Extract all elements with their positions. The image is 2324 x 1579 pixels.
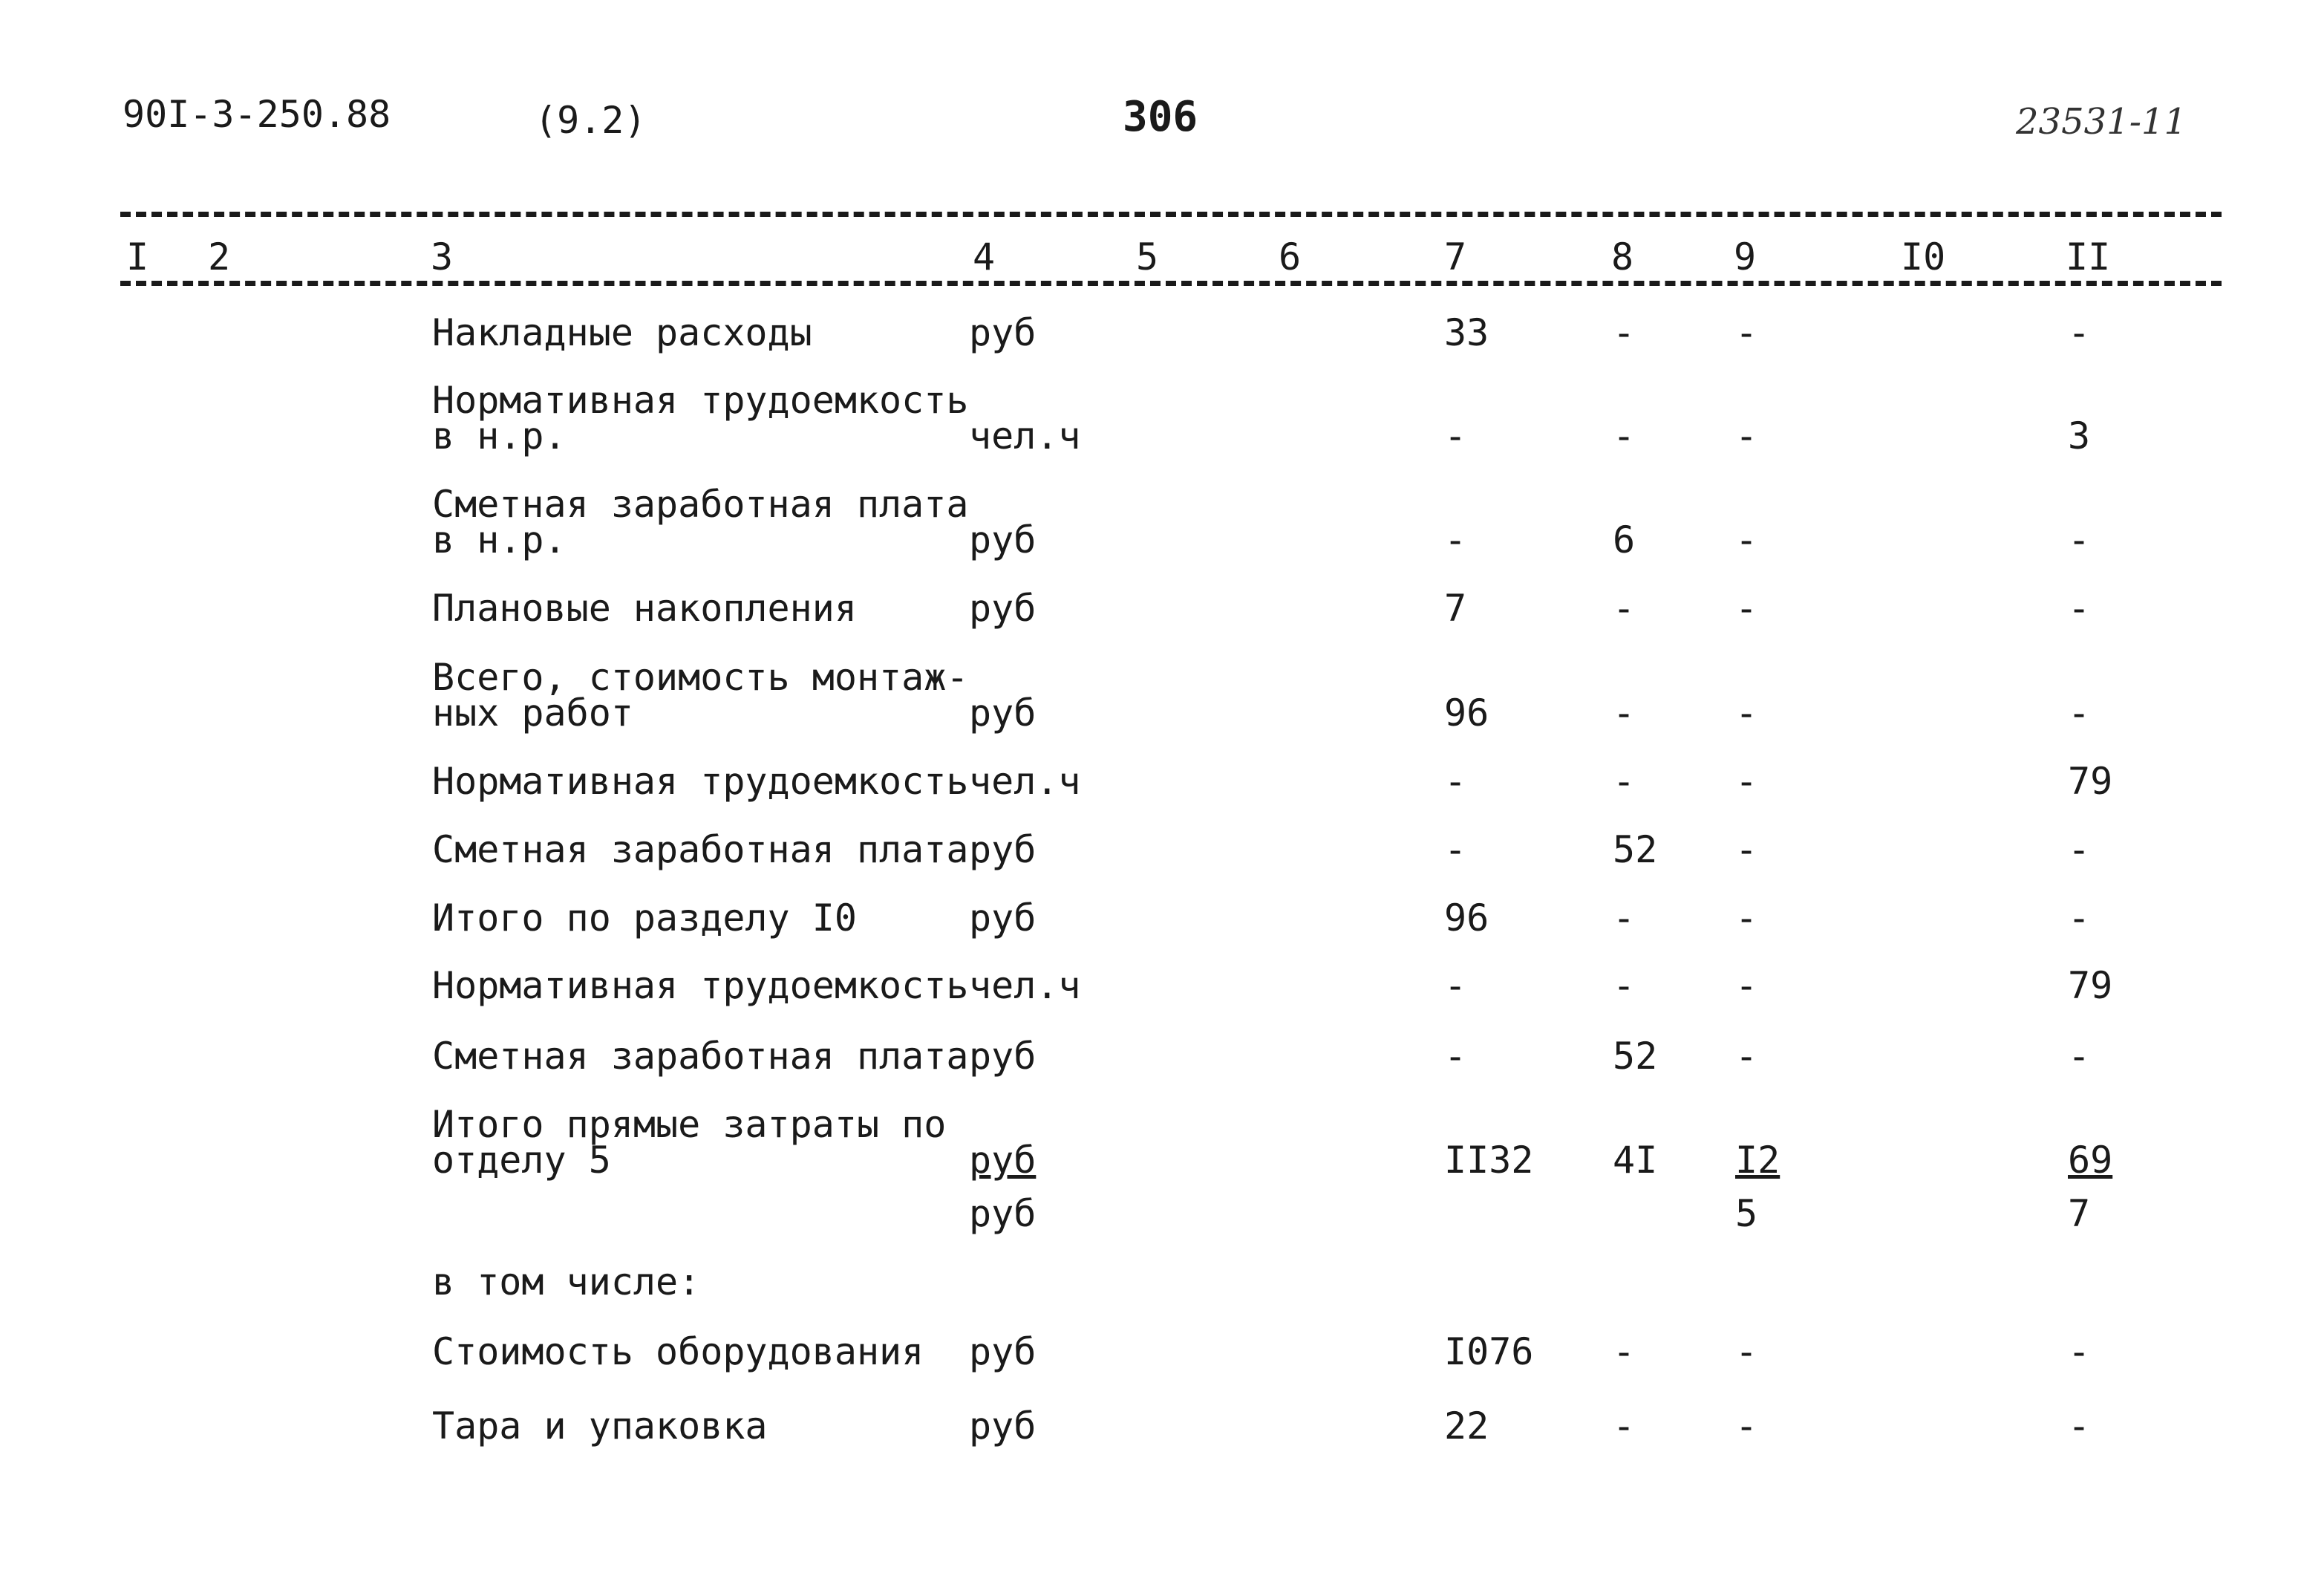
cell-col11: - xyxy=(2068,587,2091,630)
cell-col9: - xyxy=(1735,1035,1758,1078)
cell-col7: 7 xyxy=(1444,587,1467,630)
cell-col11: - xyxy=(2068,518,2091,561)
column-number-8: 8 xyxy=(1611,235,1634,279)
column-number-5: 5 xyxy=(1136,235,1159,279)
cell-col11: - xyxy=(2068,896,2091,940)
cell-col9: I2 xyxy=(1735,1139,1780,1182)
cell-col9: - xyxy=(1735,828,1758,871)
row-name: Итого по разделу I0 xyxy=(432,896,857,940)
row-unit-second: руб xyxy=(969,1192,1037,1235)
row-unit: руб xyxy=(969,1330,1037,1373)
page-number: 306 xyxy=(1123,93,1198,141)
cell-col8: - xyxy=(1613,311,1636,354)
cell-col7: 96 xyxy=(1444,691,1489,735)
row-unit: руб xyxy=(969,1035,1037,1078)
cell-col11: 69 xyxy=(2068,1139,2113,1182)
cell-col8: 52 xyxy=(1613,1035,1658,1078)
column-number-4: 4 xyxy=(973,235,996,279)
cell-col8: 6 xyxy=(1613,518,1636,561)
cell-col8: - xyxy=(1613,760,1636,803)
row-name: Сметная заработная плата xyxy=(432,483,969,526)
row-name: Сметная заработная плата xyxy=(432,1035,969,1078)
cell-col11: 79 xyxy=(2068,964,2113,1007)
cell-col8: 52 xyxy=(1613,828,1658,871)
header-dashed-rule xyxy=(120,281,2222,286)
top-dashed-rule xyxy=(120,212,2222,217)
section-reference: (9.2) xyxy=(535,99,647,142)
document-code: 90I-3-250.88 xyxy=(123,93,391,136)
row-name-continued: отделу 5 xyxy=(432,1139,611,1182)
cell-col7: - xyxy=(1444,518,1467,561)
row-unit: чел.ч xyxy=(969,414,1081,458)
cell-col8: - xyxy=(1613,964,1636,1007)
cell-col8: - xyxy=(1613,414,1636,458)
row-unit: руб xyxy=(969,311,1037,354)
cell-col11: - xyxy=(2068,1404,2091,1448)
cell-col7: - xyxy=(1444,1035,1467,1078)
column-number-6: 6 xyxy=(1279,235,1302,279)
cell-col8: - xyxy=(1613,1330,1636,1373)
column-number-2: 2 xyxy=(208,235,231,279)
cell-col9: - xyxy=(1735,414,1758,458)
row-name: Плановые накопления xyxy=(432,587,857,630)
row-name: Накладные расходы xyxy=(432,311,812,354)
row-unit: руб xyxy=(969,691,1037,735)
row-unit: руб xyxy=(969,828,1037,871)
cell-col9: - xyxy=(1735,964,1758,1007)
row-unit: руб xyxy=(969,518,1037,561)
cell-col7: 33 xyxy=(1444,311,1489,354)
row-name: Итого прямые затраты по xyxy=(432,1103,947,1146)
row-unit: чел.ч xyxy=(969,964,1081,1007)
cell-col7: - xyxy=(1444,828,1467,871)
cell-col9: - xyxy=(1735,691,1758,735)
cell-col11: 3 xyxy=(2068,414,2091,458)
cell-col7: II32 xyxy=(1444,1139,1534,1182)
cell-col9: - xyxy=(1735,896,1758,940)
cell-col11: - xyxy=(2068,828,2091,871)
row-unit: чел.ч xyxy=(969,760,1081,803)
row-name: Сметная заработная плата xyxy=(432,828,969,871)
column-number-9: 9 xyxy=(1734,235,1757,279)
row-name: Тара и упаковка xyxy=(432,1404,768,1448)
cell-col7: 22 xyxy=(1444,1404,1489,1448)
column-number-11: II xyxy=(2066,235,2111,279)
row-name-continued: ных работ xyxy=(432,691,633,735)
cell-col9: - xyxy=(1735,1330,1758,1373)
cell-col7: 96 xyxy=(1444,896,1489,940)
row-name: Стоимость оборудования xyxy=(432,1330,924,1373)
cell-col11: - xyxy=(2068,691,2091,735)
cell-col11: - xyxy=(2068,1330,2091,1373)
cell-col9-second: 5 xyxy=(1735,1192,1758,1235)
cell-col9: - xyxy=(1735,587,1758,630)
cell-col7: - xyxy=(1444,414,1467,458)
cell-col11: - xyxy=(2068,311,2091,354)
cell-col9: - xyxy=(1735,311,1758,354)
row-unit: руб xyxy=(969,896,1037,940)
cell-col8: 4I xyxy=(1613,1139,1658,1182)
cell-col11-second: 7 xyxy=(2068,1192,2091,1235)
cell-col8: - xyxy=(1613,896,1636,940)
cell-col7: - xyxy=(1444,964,1467,1007)
row-name: Нормативная трудоемкость xyxy=(432,379,969,422)
cell-col7: - xyxy=(1444,760,1467,803)
cell-col8: - xyxy=(1613,587,1636,630)
column-number-10: I0 xyxy=(1901,235,1946,279)
cell-col9: - xyxy=(1735,760,1758,803)
cell-col8: - xyxy=(1613,1404,1636,1448)
row-name: Всего, стоимость монтаж- xyxy=(432,656,969,699)
inventory-number: 23531-11 xyxy=(2016,101,2187,143)
row-name-continued: в н.р. xyxy=(432,414,567,458)
cell-col11: - xyxy=(2068,1035,2091,1078)
row-unit: руб xyxy=(969,1139,1037,1182)
row-unit: руб xyxy=(969,587,1037,630)
row-name: в том числе: xyxy=(432,1260,701,1303)
column-number-7: 7 xyxy=(1444,235,1467,279)
column-number-1: I xyxy=(126,235,149,279)
row-name-continued: в н.р. xyxy=(432,518,567,561)
column-number-3: 3 xyxy=(431,235,454,279)
row-name: Нормативная трудоемкость xyxy=(432,964,969,1007)
cell-col9: - xyxy=(1735,1404,1758,1448)
cell-col11: 79 xyxy=(2068,760,2113,803)
row-unit: руб xyxy=(969,1404,1037,1448)
cell-col8: - xyxy=(1613,691,1636,735)
row-name: Нормативная трудоемкость xyxy=(432,760,969,803)
cell-col7: I076 xyxy=(1444,1330,1534,1373)
cell-col9: - xyxy=(1735,518,1758,561)
